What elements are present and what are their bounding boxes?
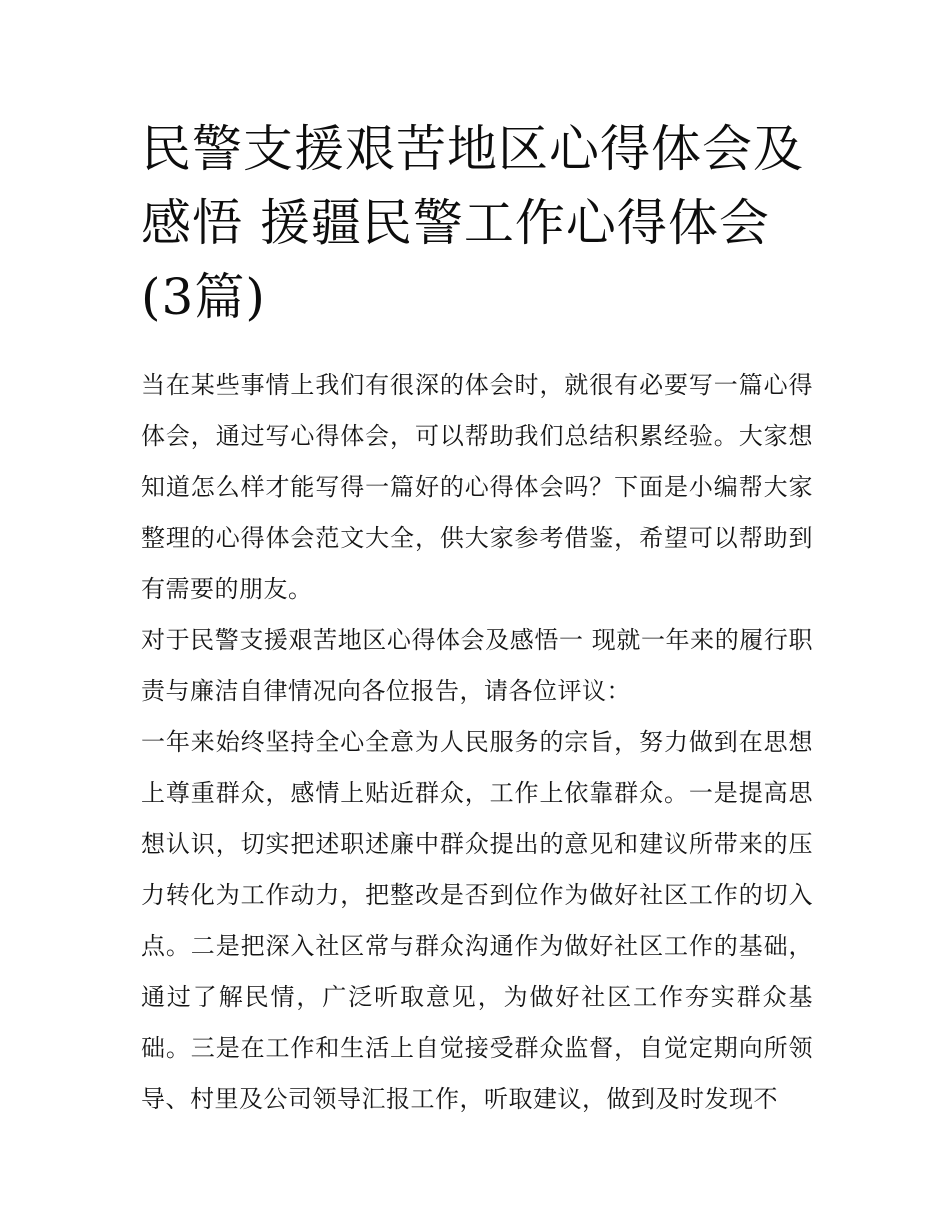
document-body — [141, 360, 813, 1125]
intro-paragraph: 当在某些事情上我们有很深的体会时，就很有必要写一篇心得体会，通过写心得体会，可以帮助我们总结积累经验。大家想知道怎么样才能写得一篇好的心得体会吗？下面是小编帮大家整理的心得体会范文大全，供大家参考借鉴，希望可以帮助到有需要的朋友。 — [141, 371, 813, 603]
section-one-paragraph: 对于民警支援艰苦地区心得体会及感悟一 现就一年来的履行职责与廉洁自律情况向各位报告，请各位评议： — [141, 626, 813, 705]
document-content — [141, 112, 813, 1125]
service-paragraph: 一年来始终坚持全心全意为人民服务的宗旨，努力做到在思想上尊重群众，感情上贴近群众，工作上依靠群众。一是提高思想认识，切实把述职述廉中群众提出的意见和建议所带来的压力转化为工作动力，把整改是否到位作为做好社区工作的切入点。二是把深入社区常与群众沟通作为做好社区工作的基础，通过了解民情，广泛听取意见，为做好社区工作夯实群众基础。三是在工作和生活上自觉接受群众监督，自觉定期向所领导、村里及公司领导汇报工作，听取建议，做到及时发现不 — [141, 728, 813, 1113]
document-title: 民警支援艰苦地区心得体会及感悟 援疆民警工作心得体会(3篇) — [141, 120, 804, 326]
